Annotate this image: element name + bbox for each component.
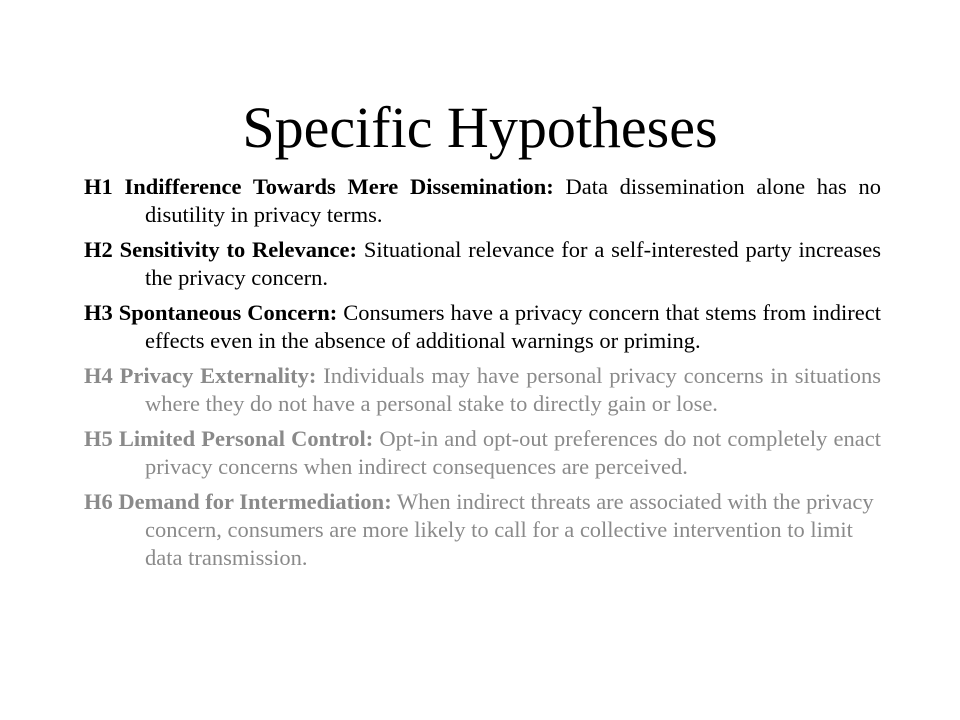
hypothesis-h2 xyxy=(84,236,881,292)
hypothesis-label: H5 Limited Personal Control: xyxy=(84,426,374,451)
hypothesis-h6 xyxy=(84,488,881,572)
hypothesis-label: H6 Demand for Intermediation: xyxy=(84,489,392,514)
hypothesis-label: H2 Sensitivity to Relevance: xyxy=(84,237,358,262)
hypothesis-h4 xyxy=(84,362,881,418)
hypothesis-text: Data dissemination alone has no disutility in privacy terms. xyxy=(145,174,881,227)
hypothesis-h1 xyxy=(84,173,881,229)
hypothesis-list xyxy=(84,173,881,579)
slide-title: Specific Hypotheses xyxy=(242,95,718,160)
hypothesis-text: Individuals may have personal privacy concerns in situations where they do not have a personal stake to directly gain or lose. xyxy=(145,363,881,416)
hypothesis-text: Situational relevance for a self-interested party increases the privacy concern. xyxy=(145,237,881,290)
hypothesis-label: H4 Privacy Externality: xyxy=(84,363,317,388)
hypothesis-label: H1 Indifference Towards Mere Dissemination: xyxy=(84,174,554,199)
hypothesis-text: When indirect threats are associated with the privacy concern, consumers are more likely to call for a collective intervention to limit data transmission. xyxy=(145,489,874,570)
hypothesis-h5 xyxy=(84,425,881,481)
hypothesis-text: Consumers have a privacy concern that stems from indirect effects even in the absence of additional warnings or priming. xyxy=(145,300,881,353)
hypothesis-h3 xyxy=(84,299,881,355)
hypothesis-text: Opt-in and opt-out preferences do not completely enact privacy concerns when indirect consequences are perceived. xyxy=(145,426,881,479)
hypothesis-label: H3 Spontaneous Concern: xyxy=(84,300,338,325)
